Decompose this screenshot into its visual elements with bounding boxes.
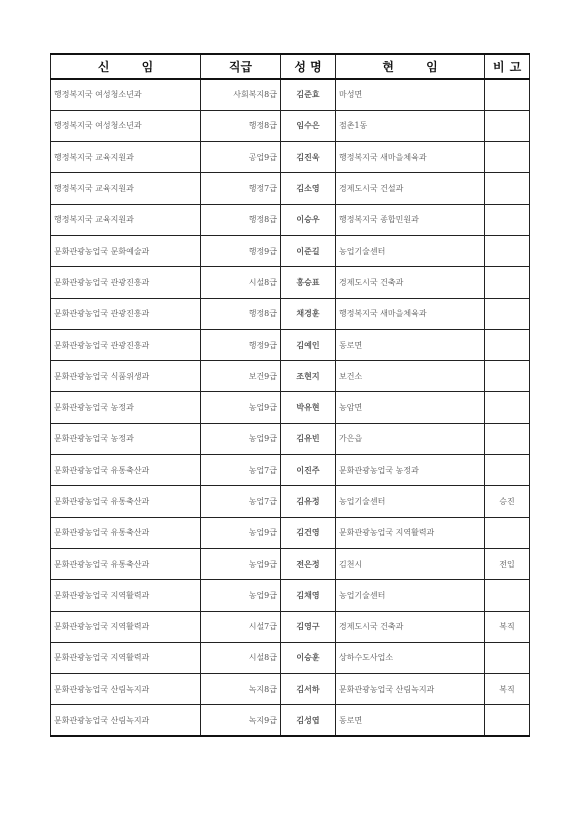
- cell-note: [485, 267, 530, 298]
- table-row: [51, 361, 530, 392]
- cell-grade: 농업9급: [201, 548, 281, 579]
- cell-new-post: 행정복지국 교육지원과: [51, 142, 201, 173]
- cell-note: [485, 455, 530, 486]
- cell-name: 김소영: [281, 173, 336, 204]
- cell-note: [485, 235, 530, 266]
- cell-grade: 녹지8급: [201, 674, 281, 705]
- table-row: [51, 580, 530, 611]
- table-row: [51, 329, 530, 360]
- cell-note: [485, 361, 530, 392]
- table-row: [51, 79, 530, 110]
- cell-grade: 시설8급: [201, 267, 281, 298]
- cell-name: 전은정: [281, 548, 336, 579]
- table-row: [51, 642, 530, 673]
- table-body: [51, 79, 530, 736]
- table-row: [51, 235, 530, 266]
- header-row: [51, 54, 530, 79]
- cell-grade: 공업9급: [201, 142, 281, 173]
- cell-note: [485, 517, 530, 548]
- cell-grade: 농업7급: [201, 455, 281, 486]
- table-row: [51, 674, 530, 705]
- cell-new-post: 문화관광농업국 관광진흥과: [51, 298, 201, 329]
- cell-current: 농업기술센터: [336, 486, 485, 517]
- table-row: [51, 267, 530, 298]
- table-row: [51, 423, 530, 454]
- cell-name: 조현지: [281, 361, 336, 392]
- cell-current: 마성면: [336, 79, 485, 110]
- personnel-table: [50, 53, 530, 737]
- cell-name: 임수은: [281, 110, 336, 141]
- cell-grade: 녹지9급: [201, 705, 281, 736]
- table-row: [51, 204, 530, 235]
- cell-name: 김유빈: [281, 423, 336, 454]
- cell-name: 이승우: [281, 204, 336, 235]
- cell-note: 전입: [485, 548, 530, 579]
- cell-name: 이승훈: [281, 642, 336, 673]
- cell-current: 동로면: [336, 329, 485, 360]
- table-row: [51, 705, 530, 736]
- cell-grade: 농업9급: [201, 580, 281, 611]
- cell-current: 김천시: [336, 548, 485, 579]
- cell-grade: 농업7급: [201, 486, 281, 517]
- table-row: [51, 611, 530, 642]
- cell-note: 승진: [485, 486, 530, 517]
- cell-new-post: 문화관광농업국 지역활력과: [51, 611, 201, 642]
- table-row: [51, 455, 530, 486]
- cell-name: 김준효: [281, 79, 336, 110]
- cell-current: 상하수도사업소: [336, 642, 485, 673]
- cell-current: 경제도시국 건설과: [336, 173, 485, 204]
- cell-note: [485, 392, 530, 423]
- cell-new-post: 문화관광농업국 산림녹지과: [51, 674, 201, 705]
- header-grade: 직급: [201, 54, 281, 79]
- cell-new-post: 문화관광농업국 유통축산과: [51, 548, 201, 579]
- cell-note: 복직: [485, 611, 530, 642]
- cell-note: [485, 705, 530, 736]
- cell-note: [485, 142, 530, 173]
- cell-grade: 시설8급: [201, 642, 281, 673]
- header-note: 비고: [485, 54, 530, 79]
- cell-name: 김건영: [281, 517, 336, 548]
- table-row: [51, 110, 530, 141]
- table-row: [51, 173, 530, 204]
- cell-grade: 농업9급: [201, 423, 281, 454]
- cell-current: 가은읍: [336, 423, 485, 454]
- cell-current: 행정복지국 새마을체육과: [336, 142, 485, 173]
- cell-new-post: 문화관광농업국 유통축산과: [51, 517, 201, 548]
- cell-note: [485, 110, 530, 141]
- cell-current: 행정복지국 새마을체육과: [336, 298, 485, 329]
- cell-note: [485, 298, 530, 329]
- cell-note: [485, 642, 530, 673]
- cell-new-post: 문화관광농업국 지역활력과: [51, 642, 201, 673]
- cell-new-post: 문화관광농업국 지역활력과: [51, 580, 201, 611]
- cell-grade: 행정8급: [201, 204, 281, 235]
- cell-note: [485, 204, 530, 235]
- cell-new-post: 문화관광농업국 농정과: [51, 423, 201, 454]
- cell-name: 이준길: [281, 235, 336, 266]
- cell-name: 김진욱: [281, 142, 336, 173]
- cell-current: 경제도시국 건축과: [336, 267, 485, 298]
- cell-current: 보건소: [336, 361, 485, 392]
- cell-new-post: 행정복지국 여성청소년과: [51, 79, 201, 110]
- cell-new-post: 문화관광농업국 유통축산과: [51, 455, 201, 486]
- cell-current: 점촌1동: [336, 110, 485, 141]
- cell-grade: 농업9급: [201, 517, 281, 548]
- cell-new-post: 문화관광농업국 산림녹지과: [51, 705, 201, 736]
- cell-note: [485, 329, 530, 360]
- cell-grade: 행정8급: [201, 110, 281, 141]
- cell-note: [485, 173, 530, 204]
- cell-grade: 보건9급: [201, 361, 281, 392]
- cell-new-post: 행정복지국 교육지원과: [51, 173, 201, 204]
- cell-name: 홍승표: [281, 267, 336, 298]
- cell-note: [485, 423, 530, 454]
- cell-grade: 농업9급: [201, 392, 281, 423]
- cell-new-post: 문화관광농업국 식품위생과: [51, 361, 201, 392]
- cell-grade: 행정8급: [201, 298, 281, 329]
- cell-name: 이진주: [281, 455, 336, 486]
- table-row: [51, 142, 530, 173]
- cell-new-post: 문화관광농업국 유통축산과: [51, 486, 201, 517]
- cell-current: 농업기술센터: [336, 235, 485, 266]
- cell-current: 문화관광농업국 농정과: [336, 455, 485, 486]
- cell-note: [485, 79, 530, 110]
- cell-name: 김예인: [281, 329, 336, 360]
- cell-new-post: 문화관광농업국 농정과: [51, 392, 201, 423]
- table-row: [51, 517, 530, 548]
- cell-current: 농암면: [336, 392, 485, 423]
- cell-new-post: 문화관광농업국 관광진흥과: [51, 267, 201, 298]
- header-name: 성 명: [281, 54, 336, 79]
- cell-name: 김성엽: [281, 705, 336, 736]
- cell-grade: 행정7급: [201, 173, 281, 204]
- cell-new-post: 문화관광농업국 문화예술과: [51, 235, 201, 266]
- cell-current: 경제도시국 건축과: [336, 611, 485, 642]
- cell-name: 김유정: [281, 486, 336, 517]
- cell-name: 박유현: [281, 392, 336, 423]
- cell-note: 복직: [485, 674, 530, 705]
- cell-grade: 행정9급: [201, 235, 281, 266]
- cell-note: [485, 580, 530, 611]
- cell-new-post: 행정복지국 교육지원과: [51, 204, 201, 235]
- header-new-post: 신 임: [51, 54, 201, 79]
- table-row: [51, 392, 530, 423]
- cell-current: 문화관광농업국 지역활력과: [336, 517, 485, 548]
- cell-current: 문화관광농업국 산림녹지과: [336, 674, 485, 705]
- cell-new-post: 문화관광농업국 관광진흥과: [51, 329, 201, 360]
- cell-current: 농업기술센터: [336, 580, 485, 611]
- header-current: 현 임: [336, 54, 485, 79]
- cell-name: 채경훈: [281, 298, 336, 329]
- cell-grade: 행정9급: [201, 329, 281, 360]
- table-row: [51, 298, 530, 329]
- cell-new-post: 행정복지국 여성청소년과: [51, 110, 201, 141]
- cell-name: 김영구: [281, 611, 336, 642]
- table-row: [51, 486, 530, 517]
- cell-grade: 사회복지8급: [201, 79, 281, 110]
- cell-name: 김서하: [281, 674, 336, 705]
- cell-current: 행정복지국 종합민원과: [336, 204, 485, 235]
- table-row: [51, 548, 530, 579]
- cell-name: 김채영: [281, 580, 336, 611]
- cell-grade: 시설7급: [201, 611, 281, 642]
- cell-current: 동로면: [336, 705, 485, 736]
